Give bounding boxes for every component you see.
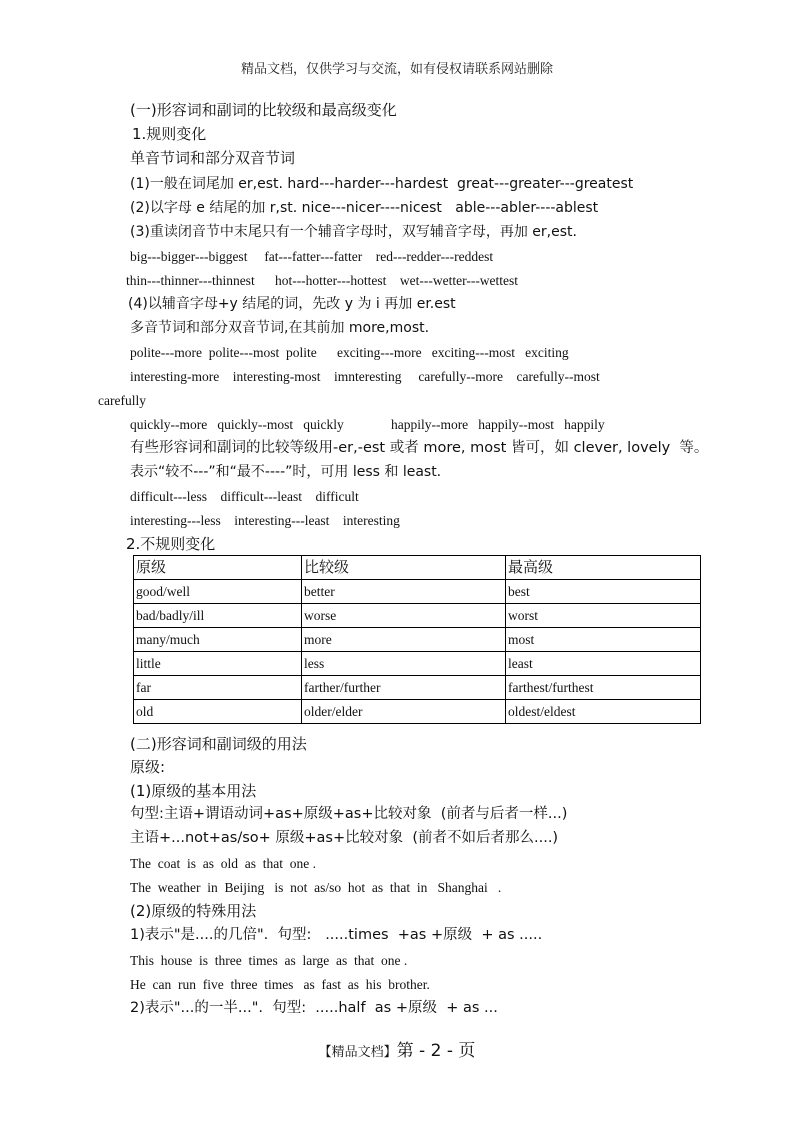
text-line: 1)表示"是....的几倍". 句型: .....times +as +原级 + as ..... xyxy=(130,927,543,943)
text-line: interesting-more interesting-most imnteresting carefully--more carefully--most xyxy=(130,369,600,384)
table-cell: best xyxy=(506,580,701,604)
text-line: 单音节词和部分双音节词 xyxy=(130,149,296,167)
subheading-regular-changes: 1.规则变化 xyxy=(132,125,207,143)
text-line: carefully xyxy=(98,393,146,408)
table-cell: worse xyxy=(302,604,506,628)
section-title-usage: (二)形容词和副词级的用法 xyxy=(130,735,307,753)
text-line: (2)原级的特殊用法 xyxy=(130,902,257,920)
table-cell: many/much xyxy=(134,628,302,652)
table-header-cell: 比较级 xyxy=(302,556,506,580)
example-sentence: This house is three times as large as that one . xyxy=(130,953,408,968)
text-line: (1)原级的基本用法 xyxy=(130,782,257,800)
example-sentence: The weather in Beijing is not as/so hot as that in Shanghai . xyxy=(130,880,502,895)
table-cell: older/elder xyxy=(302,700,506,724)
text-line: interesting---less interesting---least interesting xyxy=(130,513,400,528)
table-row xyxy=(134,652,701,676)
text-line: (1)一般在词尾加 er,est. hard---harder---hardest great---greater---greatest xyxy=(130,176,634,192)
table-row xyxy=(134,604,701,628)
text-line: (3)重读闭音节中末尾只有一个辅音字母时，双写辅音字母，再加 er,est. xyxy=(130,224,577,240)
table-cell: good/well xyxy=(134,580,302,604)
table-cell: far xyxy=(134,676,302,700)
table-cell: little xyxy=(134,652,302,676)
table-cell: old xyxy=(134,700,302,724)
table-cell: bad/badly/ill xyxy=(134,604,302,628)
text-line: 有些形容词和副词的比较等级用-er,-est 或者 more, most 皆可，如 clever, lovely 等。 xyxy=(130,440,709,456)
footer-tag: 【精品文档】 xyxy=(318,1045,397,1060)
table-cell: better xyxy=(302,580,506,604)
text-line: (4)以辅音字母+y 结尾的词，先改 y 为 i 再加 er.est xyxy=(128,296,456,312)
text-line: 句型:主语+谓语动词+as+原级+as+比较对象 (前者与后者一样...) xyxy=(130,806,568,822)
table-cell: more xyxy=(302,628,506,652)
table-cell: less xyxy=(302,652,506,676)
table-cell: most xyxy=(506,628,701,652)
text-line: 主语+...not+as/so+ 原级+as+比较对象 (前者不如后者那么....) xyxy=(130,830,559,846)
table-cell: least xyxy=(506,652,701,676)
table-header-cell: 最高级 xyxy=(506,556,701,580)
irregular-forms-table xyxy=(133,555,701,724)
subheading-irregular-changes: 2.不规则变化 xyxy=(126,535,216,553)
text-line: big---bigger---biggest fat---fatter---fatter red---redder---reddest xyxy=(130,249,494,264)
text-line: polite---more polite---most polite exciting---more exciting---most exciting xyxy=(130,345,569,360)
text-line: 表示“较不---”和“最不----”时，可用 less 和 least. xyxy=(130,464,442,480)
text-line: difficult---less difficult---least difficult xyxy=(130,489,359,504)
text-line: thin---thinner---thinnest hot---hotter---hottest wet---wetter---wettest xyxy=(126,273,519,288)
page-footer xyxy=(0,1036,794,1061)
page-number: 第 - 2 - 页 xyxy=(396,1041,476,1061)
table-cell: worst xyxy=(506,604,701,628)
table-header-row xyxy=(134,556,701,580)
table-cell: farther/further xyxy=(302,676,506,700)
section-title-comparison-forms: (一)形容词和副词的比较级和最高级变化 xyxy=(130,101,397,119)
table-row xyxy=(134,676,701,700)
table-row xyxy=(134,580,701,604)
table-cell: oldest/eldest xyxy=(506,700,701,724)
example-sentence: The coat is as old as that one . xyxy=(130,856,316,871)
table-header-cell: 原级 xyxy=(134,556,302,580)
text-line: (2)以字母 e 结尾的加 r,st. nice---nicer----nicest able---abler----ablest xyxy=(130,200,599,216)
text-line: quickly--more quickly--most quickly happily--more happily--most happily xyxy=(130,417,605,432)
text-line: 多音节词和部分双音节词,在其前加 more,most. xyxy=(130,320,430,336)
table-row xyxy=(134,700,701,724)
text-line: 2)表示"...的一半...". 句型: .....half as +原级 + as ... xyxy=(130,1000,498,1016)
text-line: 原级: xyxy=(130,758,166,776)
example-sentence: He can run five three times as fast as his brother. xyxy=(130,977,430,992)
table-row xyxy=(134,628,701,652)
table-cell: farthest/furthest xyxy=(506,676,701,700)
page-header: 精品文档，仅供学习与交流，如有侵权请联系网站删除 xyxy=(240,62,553,77)
